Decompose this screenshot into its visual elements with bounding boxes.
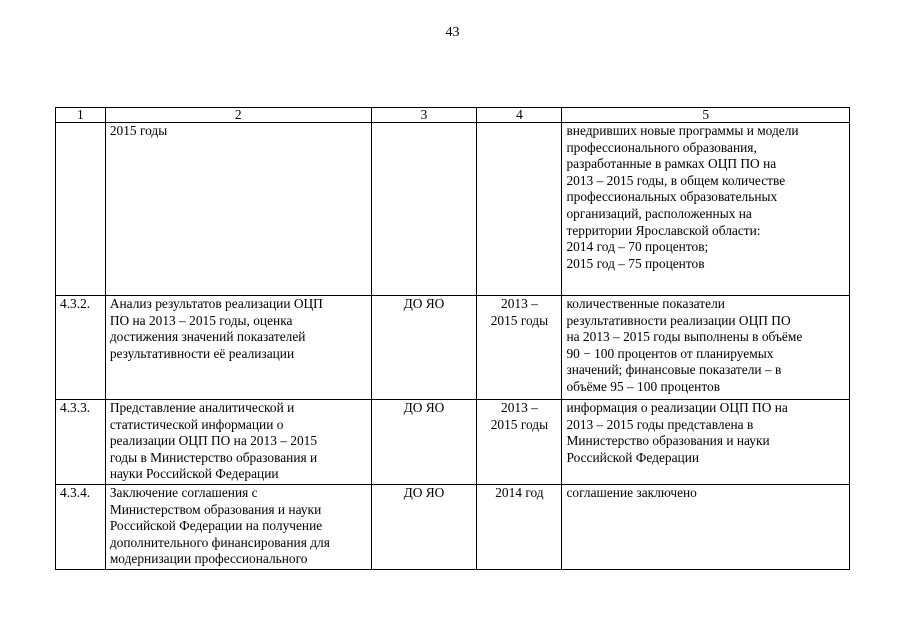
action-line: годы в Министерство образования и [109, 449, 318, 465]
result-line: 2013 – 2015 годы, в общем количестве [566, 172, 786, 188]
term-line: 2015 годы [490, 312, 549, 328]
result-line: объёме 95 – 100 процентов [566, 378, 721, 394]
action-line: Заключение соглашения с [109, 485, 258, 500]
executor-cell: ДО ЯО [371, 400, 477, 485]
action-cell [105, 296, 371, 400]
column-number-5: 5 [562, 108, 850, 123]
result-cell [562, 296, 850, 400]
term-cell [477, 296, 562, 400]
action-line: ПО на 2013 – 2015 годы, оценка [109, 312, 293, 328]
result-line: 2013 – 2015 годы представлена в [566, 416, 754, 432]
column-number-4: 4 [477, 108, 562, 123]
row-number-cell: 4.3.4. [56, 485, 106, 570]
action-line: статистической информации о [109, 416, 284, 432]
result-cell [562, 400, 850, 485]
result-line: профессиональных образовательных [566, 189, 778, 205]
result-line: Российской Федерации [566, 449, 700, 465]
table-row [56, 296, 850, 400]
result-line: Министерство образования и науки [566, 433, 770, 449]
result-line: профессионального образования, [566, 139, 757, 155]
continuation-row [56, 123, 850, 296]
result-line: значений; финансовые показатели – в [566, 362, 782, 378]
action-line: результативности её реализации [109, 345, 295, 361]
result-line: территории Ярославской области: [566, 222, 761, 238]
action-cell [105, 485, 371, 570]
result-cell [562, 123, 850, 296]
action-line: достижения значений показателей [109, 329, 306, 345]
action-line: Представление аналитической и [109, 400, 295, 415]
result-line: на 2013 – 2015 годы выполнены в объёме [566, 329, 803, 345]
executor-cell: ДО ЯО [371, 485, 477, 570]
column-number-1: 1 [56, 108, 106, 123]
column-number-3: 3 [371, 108, 477, 123]
term-line: 2015 годы [490, 416, 549, 432]
result-line: 90 − 100 процентов от планируемых [566, 345, 774, 361]
term-cell [477, 400, 562, 485]
table-row [56, 400, 850, 485]
action-line: Министерством образования и науки [109, 501, 322, 517]
action-cell [105, 123, 371, 296]
term-cell [477, 485, 562, 570]
action-line: науки Российской Федерации [109, 466, 279, 482]
row-number-cell [56, 123, 106, 296]
row-number-cell: 4.3.2. [56, 296, 106, 400]
result-line: информация о реализации ОЦП ПО на [566, 400, 788, 415]
column-numbers-row [56, 108, 850, 123]
term-line: 2013 – [501, 296, 538, 311]
row-number-cell: 4.3.3. [56, 400, 106, 485]
executor-cell: ДО ЯО [371, 296, 477, 400]
plan-table [55, 107, 850, 570]
page-number: 43 [445, 25, 460, 40]
result-line: организаций, расположенных на [566, 205, 752, 221]
result-line: количественные показатели [566, 296, 725, 311]
result-line: 2014 год – 70 процентов; [566, 239, 709, 255]
result-line: результативности реализации ОЦП ПО [566, 312, 791, 328]
result-line: внедривших новые программы и модели [566, 123, 799, 138]
term-line: 2014 год [495, 485, 544, 500]
action-line: дополнительного финансирования для [109, 534, 330, 550]
term-cell [477, 123, 562, 296]
column-number-2: 2 [105, 108, 371, 123]
table-row [56, 485, 850, 570]
action-line: 2015 годы [109, 123, 168, 138]
action-line: модернизации профессионального [109, 551, 308, 567]
executor-cell [371, 123, 477, 296]
action-line: Российской Федерации на получение [109, 518, 323, 534]
result-line: 2015 год – 75 процентов [566, 255, 705, 271]
result-cell [562, 485, 850, 570]
action-cell [105, 400, 371, 485]
action-line: реализации ОЦП ПО на 2013 – 2015 [109, 433, 318, 449]
result-line: разработанные в рамках ОЦП ПО на [566, 156, 777, 172]
term-line: 2013 – [501, 400, 538, 415]
action-line: Анализ результатов реализации ОЦП [109, 296, 323, 311]
result-line: соглашение заключено [566, 485, 697, 500]
